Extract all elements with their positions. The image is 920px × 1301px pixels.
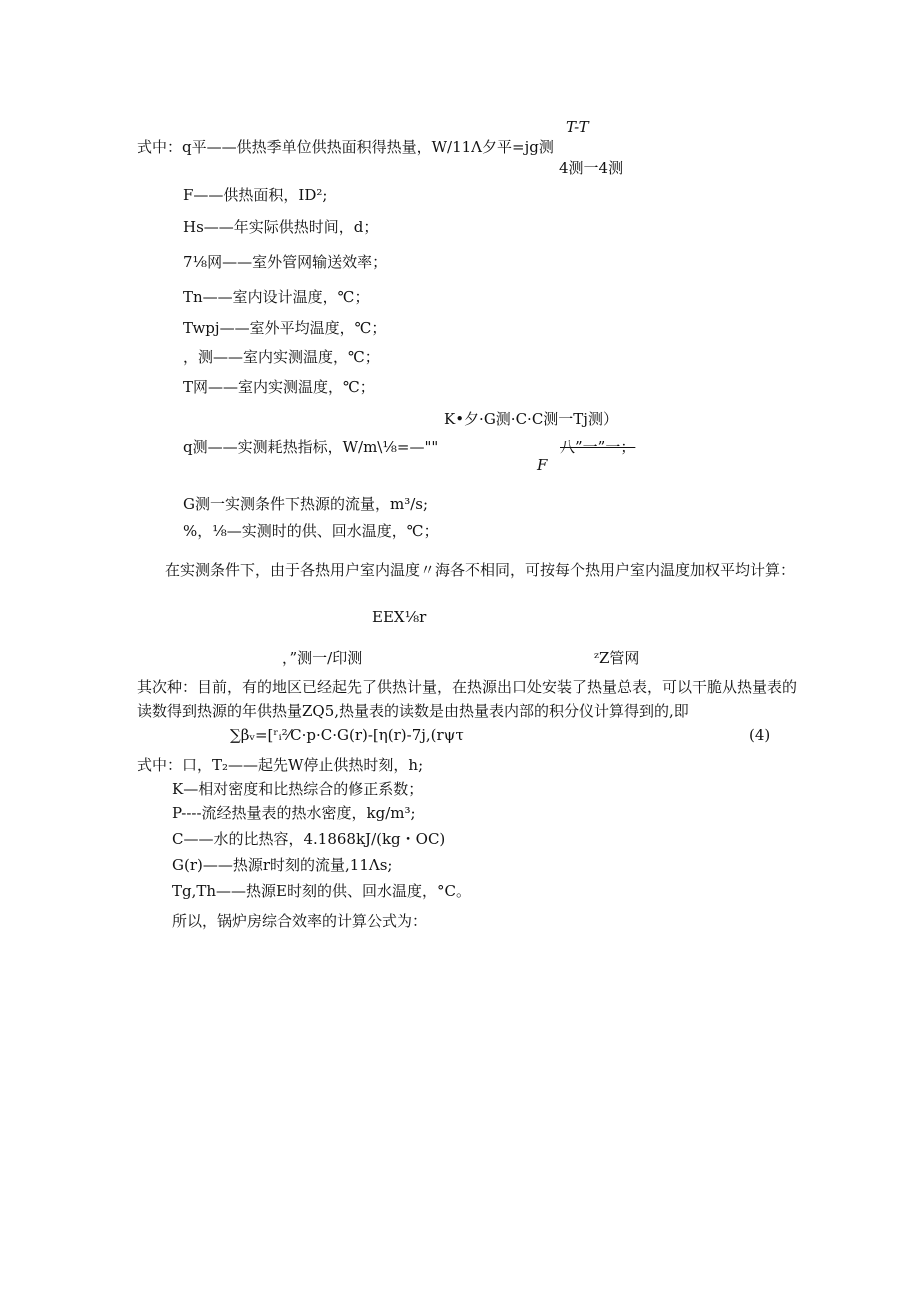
formula2-fraction-bar: 八”一”一；	[560, 438, 636, 456]
definition-Tn: Tn——室内设计温度，℃；	[183, 288, 370, 306]
formula4-integral: ∑βᵥ=[ʳᵢ²⁄C·p·C·G(r)-[η(r)-7j,(rψτ	[230, 726, 464, 744]
formula1-denominator: 4测一4测	[559, 159, 624, 177]
paragraph-second-method-line2: 读数得到热源的年供热量ZQ5,热量表的读数是由热量表内部的积分仪计算得到的,即	[137, 702, 689, 720]
formula2-denominator: F	[537, 456, 548, 474]
definition-C: C——水的比热容，4.1868kJ/(kg・OC)	[172, 830, 446, 848]
definition-F: F——供热面积，ID²;	[183, 186, 328, 204]
formula3-right: ᶻZ管网	[594, 649, 640, 667]
formula2-numerator: K•夕·G测·C·C测一Tj测）	[444, 410, 618, 428]
definition-T2: 式中：口，T₂——起先W停止供热时刻，h;	[137, 756, 424, 774]
definition-T-net: T网——室内实测温度，℃；	[183, 378, 375, 396]
paragraph-final: 所以，锅炉房综合效率的计算公式为：	[172, 912, 428, 930]
definition-supply-return: %，⅛—实测时的供、回水温度，℃；	[183, 522, 439, 540]
paragraph-measured-condition: 在实测条件下，由于各热用户室内温度〃海各不相同，可按每个热用户室内温度加权平均计算：	[165, 561, 796, 579]
definition-q-measured: q测——实测耗热指标，W/m\⅛=—""	[183, 438, 439, 456]
paragraph-second-method-line1: 其次种：目前，有的地区已经起先了供热计量，在热源出口处安装了热量总表，可以干脆从热量表的	[137, 678, 798, 696]
definition-K: K—相对密度和比热综合的修正系数；	[172, 780, 424, 798]
definition-eta-net: 7⅛网——室外管网输送效率；	[183, 253, 388, 271]
definition-q-ping: 式中：q平——供热季单位供热面积得热量，W/11Λ夕平=jg测	[137, 138, 554, 156]
formula3-left: ，”测一/印测	[282, 649, 363, 667]
definition-G-measured: G测一实测条件下热源的流量，m³/s;	[183, 495, 429, 513]
formula4-number: (4)	[749, 726, 771, 744]
formula3-main: EEX⅛r	[372, 608, 427, 626]
formula1-numerator: T-T	[566, 118, 589, 136]
definition-Hs: Hs——年实际供热时间，d；	[183, 218, 379, 236]
definition-measured-temp: ，测——室内实测温度，℃；	[183, 348, 380, 366]
definition-Tg-Th: Tg,Th——热源E时刻的供、回水温度，°C。	[172, 882, 471, 900]
definition-Twpj: Twpj——室外平均温度，℃；	[183, 319, 387, 337]
definition-P: P----流经热量表的热水密度，kg/m³;	[172, 804, 416, 822]
definition-G-r: G(r)——热源r时刻的流量,11Λs;	[172, 856, 393, 874]
